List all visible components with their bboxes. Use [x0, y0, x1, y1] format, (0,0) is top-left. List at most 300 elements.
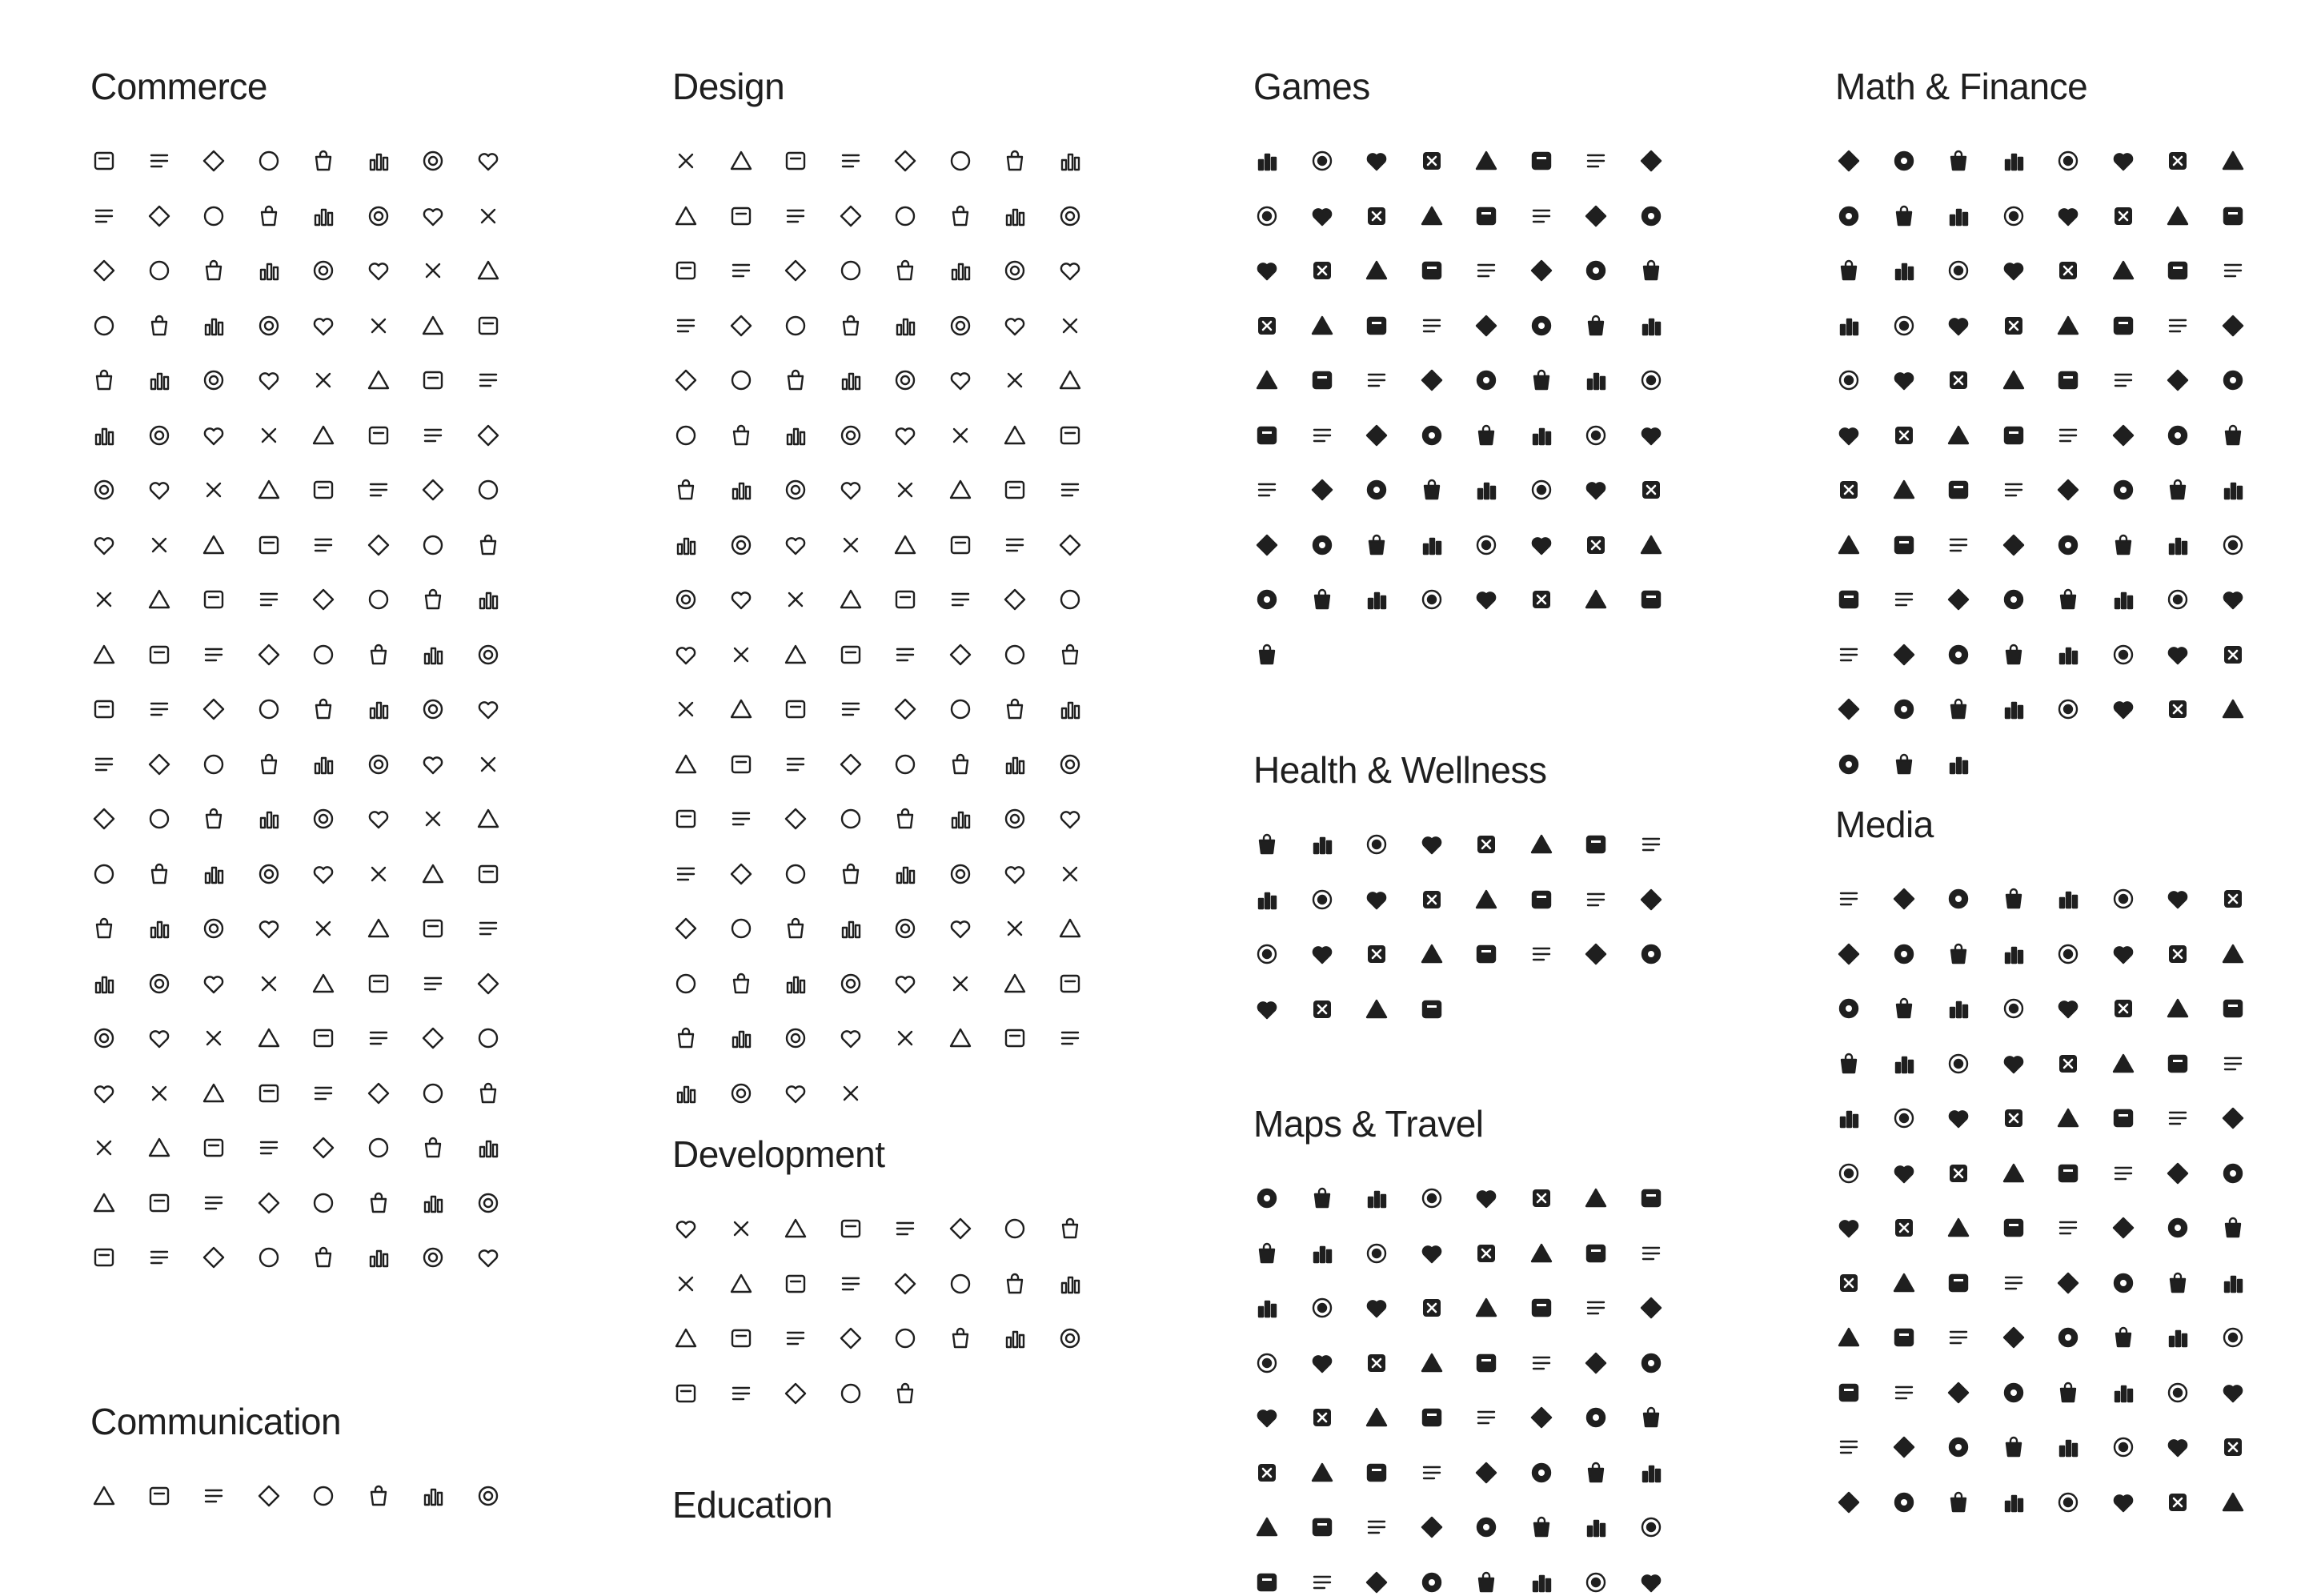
lines-icon[interactable] — [837, 1270, 864, 1297]
circle-icon[interactable] — [1528, 1459, 1555, 1486]
ring-icon[interactable] — [1309, 147, 1336, 174]
triangle-icon[interactable] — [365, 915, 392, 942]
heart-icon[interactable] — [365, 257, 392, 284]
heart-icon[interactable] — [1056, 257, 1084, 284]
circle-icon[interactable] — [1418, 1569, 1445, 1596]
triangle-icon[interactable] — [419, 860, 447, 888]
square-icon[interactable] — [1473, 1349, 1500, 1377]
ring-icon[interactable] — [837, 970, 864, 997]
square-icon[interactable] — [1309, 367, 1336, 394]
cross-icon[interactable] — [2110, 203, 2137, 230]
triangle-icon[interactable] — [672, 203, 700, 230]
heart-icon[interactable] — [892, 422, 919, 449]
lines-icon[interactable] — [782, 203, 809, 230]
cross-icon[interactable] — [1253, 312, 1281, 339]
triangle-icon[interactable] — [2219, 147, 2247, 174]
cross-icon[interactable] — [1528, 1185, 1555, 1212]
cross-icon[interactable] — [947, 970, 974, 997]
bars-icon[interactable] — [2000, 147, 2027, 174]
diamond-icon[interactable] — [892, 1270, 919, 1297]
ring-icon[interactable] — [2054, 1489, 2082, 1516]
heart-icon[interactable] — [1309, 1349, 1336, 1377]
bag-icon[interactable] — [782, 915, 809, 942]
bars-icon[interactable] — [1056, 1270, 1084, 1297]
bars-icon[interactable] — [2000, 940, 2027, 968]
triangle-icon[interactable] — [1890, 476, 1918, 503]
circle-icon[interactable] — [1945, 641, 1972, 668]
heart-icon[interactable] — [947, 915, 974, 942]
triangle-icon[interactable] — [1253, 1514, 1281, 1541]
cross-icon[interactable] — [728, 1215, 755, 1242]
bars-icon[interactable] — [728, 476, 755, 503]
circle-icon[interactable] — [947, 1270, 974, 1297]
ring-icon[interactable] — [1253, 203, 1281, 230]
heart-icon[interactable] — [475, 1244, 502, 1271]
heart-icon[interactable] — [782, 531, 809, 559]
cross-icon[interactable] — [475, 751, 502, 778]
square-icon[interactable] — [2219, 995, 2247, 1022]
triangle-icon[interactable] — [728, 696, 755, 723]
bag-icon[interactable] — [1418, 476, 1445, 503]
bars-icon[interactable] — [1056, 147, 1084, 174]
bag-icon[interactable] — [1835, 1050, 1862, 1077]
lines-icon[interactable] — [1835, 1434, 1862, 1461]
bag-icon[interactable] — [1363, 531, 1390, 559]
ring-icon[interactable] — [1056, 1325, 1084, 1352]
triangle-icon[interactable] — [672, 751, 700, 778]
circle-icon[interactable] — [1001, 641, 1028, 668]
lines-icon[interactable] — [2000, 1269, 2027, 1297]
triangle-icon[interactable] — [1309, 1459, 1336, 1486]
triangle-icon[interactable] — [672, 1325, 700, 1352]
square-icon[interactable] — [419, 915, 447, 942]
circle-icon[interactable] — [782, 860, 809, 888]
lines-icon[interactable] — [146, 696, 173, 723]
lines-icon[interactable] — [90, 751, 118, 778]
diamond-icon[interactable] — [310, 1134, 337, 1161]
cross-icon[interactable] — [1528, 586, 1555, 613]
ring-icon[interactable] — [1363, 1240, 1390, 1267]
bag-icon[interactable] — [1473, 422, 1500, 449]
ring-icon[interactable] — [1001, 805, 1028, 832]
bag-icon[interactable] — [1890, 995, 1918, 1022]
cross-icon[interactable] — [1473, 831, 1500, 858]
circle-icon[interactable] — [1418, 422, 1445, 449]
heart-icon[interactable] — [310, 312, 337, 339]
circle-icon[interactable] — [90, 312, 118, 339]
diamond-icon[interactable] — [1309, 476, 1336, 503]
circle-icon[interactable] — [1253, 1185, 1281, 1212]
square-icon[interactable] — [672, 257, 700, 284]
cross-icon[interactable] — [1418, 886, 1445, 913]
circle-icon[interactable] — [475, 476, 502, 503]
triangle-icon[interactable] — [1890, 1269, 1918, 1297]
heart-icon[interactable] — [365, 805, 392, 832]
square-icon[interactable] — [1001, 476, 1028, 503]
bars-icon[interactable] — [310, 203, 337, 230]
square-icon[interactable] — [475, 312, 502, 339]
bag-icon[interactable] — [728, 970, 755, 997]
circle-icon[interactable] — [1945, 1434, 1972, 1461]
diamond-icon[interactable] — [1835, 940, 1862, 968]
square-icon[interactable] — [728, 203, 755, 230]
bars-icon[interactable] — [2219, 1269, 2247, 1297]
circle-icon[interactable] — [146, 257, 173, 284]
ring-icon[interactable] — [1638, 367, 1665, 394]
ring-icon[interactable] — [1835, 367, 1862, 394]
diamond-icon[interactable] — [200, 1244, 227, 1271]
triangle-icon[interactable] — [310, 422, 337, 449]
ring-icon[interactable] — [947, 312, 974, 339]
bag-icon[interactable] — [947, 751, 974, 778]
circle-icon[interactable] — [892, 203, 919, 230]
triangle-icon[interactable] — [475, 257, 502, 284]
triangle-icon[interactable] — [1056, 915, 1084, 942]
lines-icon[interactable] — [728, 257, 755, 284]
cross-icon[interactable] — [2054, 257, 2082, 284]
bag-icon[interactable] — [2000, 1434, 2027, 1461]
bars-icon[interactable] — [892, 312, 919, 339]
square-icon[interactable] — [1638, 586, 1665, 613]
bag-icon[interactable] — [90, 367, 118, 394]
circle-icon[interactable] — [419, 531, 447, 559]
ring-icon[interactable] — [1638, 1514, 1665, 1541]
bag-icon[interactable] — [146, 312, 173, 339]
diamond-icon[interactable] — [892, 696, 919, 723]
heart-icon[interactable] — [1418, 1240, 1445, 1267]
heart-icon[interactable] — [1638, 1569, 1665, 1596]
circle-icon[interactable] — [2000, 1379, 2027, 1406]
lines-icon[interactable] — [1253, 476, 1281, 503]
lines-icon[interactable] — [2219, 1050, 2247, 1077]
cross-icon[interactable] — [146, 1080, 173, 1107]
triangle-icon[interactable] — [782, 1215, 809, 1242]
cross-icon[interactable] — [90, 586, 118, 613]
cross-icon[interactable] — [1418, 147, 1445, 174]
bag-icon[interactable] — [200, 257, 227, 284]
diamond-icon[interactable] — [146, 751, 173, 778]
square-icon[interactable] — [1528, 147, 1555, 174]
triangle-icon[interactable] — [2164, 203, 2191, 230]
triangle-icon[interactable] — [1363, 257, 1390, 284]
diamond-icon[interactable] — [1528, 1404, 1555, 1431]
heart-icon[interactable] — [2219, 586, 2247, 613]
cross-icon[interactable] — [1363, 940, 1390, 968]
bars-icon[interactable] — [419, 1482, 447, 1510]
diamond-icon[interactable] — [782, 257, 809, 284]
bag-icon[interactable] — [2054, 1379, 2082, 1406]
lines-icon[interactable] — [1473, 1404, 1500, 1431]
square-icon[interactable] — [2000, 1214, 2027, 1241]
heart-icon[interactable] — [475, 147, 502, 174]
lines-icon[interactable] — [1309, 1569, 1336, 1596]
heart-icon[interactable] — [2054, 995, 2082, 1022]
triangle-icon[interactable] — [1418, 940, 1445, 968]
bag-icon[interactable] — [1638, 257, 1665, 284]
diamond-icon[interactable] — [728, 860, 755, 888]
ring-icon[interactable] — [2219, 531, 2247, 559]
lines-icon[interactable] — [200, 1189, 227, 1217]
bag-icon[interactable] — [365, 641, 392, 668]
square-icon[interactable] — [1473, 940, 1500, 968]
ring-icon[interactable] — [1528, 476, 1555, 503]
lines-icon[interactable] — [1528, 940, 1555, 968]
cross-icon[interactable] — [1253, 1459, 1281, 1486]
square-icon[interactable] — [1945, 1269, 1972, 1297]
bars-icon[interactable] — [1945, 995, 1972, 1022]
lines-icon[interactable] — [892, 1215, 919, 1242]
ring-icon[interactable] — [255, 860, 283, 888]
triangle-icon[interactable] — [200, 531, 227, 559]
cross-icon[interactable] — [255, 422, 283, 449]
ring-icon[interactable] — [1890, 1105, 1918, 1132]
ring-icon[interactable] — [1945, 257, 1972, 284]
ring-icon[interactable] — [728, 531, 755, 559]
cross-icon[interactable] — [947, 422, 974, 449]
triangle-icon[interactable] — [2054, 1105, 2082, 1132]
bars-icon[interactable] — [1528, 422, 1555, 449]
bag-icon[interactable] — [1945, 1489, 1972, 1516]
cross-icon[interactable] — [728, 641, 755, 668]
square-icon[interactable] — [1253, 1569, 1281, 1596]
bag-icon[interactable] — [1835, 257, 1862, 284]
circle-icon[interactable] — [1528, 312, 1555, 339]
lines-icon[interactable] — [1890, 586, 1918, 613]
ring-icon[interactable] — [947, 860, 974, 888]
diamond-icon[interactable] — [1363, 422, 1390, 449]
diamond-icon[interactable] — [90, 257, 118, 284]
diamond-icon[interactable] — [1418, 367, 1445, 394]
ring-icon[interactable] — [1582, 422, 1609, 449]
square-icon[interactable] — [255, 531, 283, 559]
cross-icon[interactable] — [892, 1025, 919, 1052]
circle-icon[interactable] — [2000, 586, 2027, 613]
square-icon[interactable] — [1582, 1240, 1609, 1267]
diamond-icon[interactable] — [1473, 312, 1500, 339]
triangle-icon[interactable] — [90, 1189, 118, 1217]
ring-icon[interactable] — [255, 312, 283, 339]
heart-icon[interactable] — [837, 476, 864, 503]
diamond-icon[interactable] — [1363, 1569, 1390, 1596]
triangle-icon[interactable] — [947, 476, 974, 503]
lines-icon[interactable] — [146, 147, 173, 174]
bars-icon[interactable] — [1945, 203, 1972, 230]
lines-icon[interactable] — [419, 970, 447, 997]
square-icon[interactable] — [672, 1380, 700, 1407]
cross-icon[interactable] — [2000, 312, 2027, 339]
heart-icon[interactable] — [310, 860, 337, 888]
lines-icon[interactable] — [1890, 1379, 1918, 1406]
bag-icon[interactable] — [1528, 1514, 1555, 1541]
bars-icon[interactable] — [365, 1244, 392, 1271]
cross-icon[interactable] — [892, 476, 919, 503]
circle-icon[interactable] — [892, 751, 919, 778]
heart-icon[interactable] — [1945, 1105, 1972, 1132]
square-icon[interactable] — [1363, 1459, 1390, 1486]
bars-icon[interactable] — [1363, 586, 1390, 613]
ring-icon[interactable] — [1056, 203, 1084, 230]
ring-icon[interactable] — [1056, 751, 1084, 778]
square-icon[interactable] — [728, 751, 755, 778]
lines-icon[interactable] — [310, 1080, 337, 1107]
circle-icon[interactable] — [1890, 147, 1918, 174]
lines-icon[interactable] — [2054, 422, 2082, 449]
ring-icon[interactable] — [892, 915, 919, 942]
bars-icon[interactable] — [2219, 476, 2247, 503]
cross-icon[interactable] — [672, 1270, 700, 1297]
bars-icon[interactable] — [419, 1189, 447, 1217]
cross-icon[interactable] — [1945, 367, 1972, 394]
bars-icon[interactable] — [475, 586, 502, 613]
square-icon[interactable] — [782, 696, 809, 723]
triangle-icon[interactable] — [2219, 940, 2247, 968]
circle-icon[interactable] — [2054, 531, 2082, 559]
ring-icon[interactable] — [2110, 885, 2137, 912]
diamond-icon[interactable] — [947, 1215, 974, 1242]
cross-icon[interactable] — [2164, 696, 2191, 723]
diamond-icon[interactable] — [310, 586, 337, 613]
cross-icon[interactable] — [1363, 203, 1390, 230]
triangle-icon[interactable] — [2164, 995, 2191, 1022]
bag-icon[interactable] — [1528, 367, 1555, 394]
circle-icon[interactable] — [728, 915, 755, 942]
cross-icon[interactable] — [146, 531, 173, 559]
heart-icon[interactable] — [146, 1025, 173, 1052]
square-icon[interactable] — [2000, 422, 2027, 449]
triangle-icon[interactable] — [255, 1025, 283, 1052]
cross-icon[interactable] — [2219, 1434, 2247, 1461]
heart-icon[interactable] — [2110, 696, 2137, 723]
lines-icon[interactable] — [837, 696, 864, 723]
diamond-icon[interactable] — [1418, 1514, 1445, 1541]
triangle-icon[interactable] — [2000, 1160, 2027, 1187]
heart-icon[interactable] — [1835, 1214, 1862, 1241]
square-icon[interactable] — [2219, 203, 2247, 230]
bag-icon[interactable] — [365, 1482, 392, 1510]
square-icon[interactable] — [1528, 1294, 1555, 1321]
square-icon[interactable] — [475, 860, 502, 888]
cross-icon[interactable] — [475, 203, 502, 230]
ring-icon[interactable] — [2219, 1324, 2247, 1351]
bars-icon[interactable] — [2164, 1324, 2191, 1351]
ring-icon[interactable] — [2054, 696, 2082, 723]
triangle-icon[interactable] — [837, 586, 864, 613]
ring-icon[interactable] — [1363, 831, 1390, 858]
square-icon[interactable] — [892, 586, 919, 613]
cross-icon[interactable] — [1363, 1349, 1390, 1377]
lines-icon[interactable] — [1056, 476, 1084, 503]
bag-icon[interactable] — [310, 147, 337, 174]
bag-icon[interactable] — [672, 476, 700, 503]
diamond-icon[interactable] — [672, 915, 700, 942]
bag-icon[interactable] — [837, 312, 864, 339]
square-icon[interactable] — [1418, 1404, 1445, 1431]
diamond-icon[interactable] — [1890, 1434, 1918, 1461]
lines-icon[interactable] — [1056, 1025, 1084, 1052]
ring-icon[interactable] — [728, 1080, 755, 1107]
diamond-icon[interactable] — [1638, 1294, 1665, 1321]
cross-icon[interactable] — [1309, 1404, 1336, 1431]
heart-icon[interactable] — [672, 641, 700, 668]
cross-icon[interactable] — [1309, 257, 1336, 284]
bars-icon[interactable] — [146, 367, 173, 394]
triangle-icon[interactable] — [419, 312, 447, 339]
triangle-icon[interactable] — [1363, 1404, 1390, 1431]
square-icon[interactable] — [672, 805, 700, 832]
lines-icon[interactable] — [2164, 312, 2191, 339]
heart-icon[interactable] — [1473, 1185, 1500, 1212]
bars-icon[interactable] — [947, 257, 974, 284]
lines-icon[interactable] — [1582, 147, 1609, 174]
ring-icon[interactable] — [365, 751, 392, 778]
diamond-icon[interactable] — [200, 696, 227, 723]
cross-icon[interactable] — [1418, 1294, 1445, 1321]
triangle-icon[interactable] — [146, 586, 173, 613]
bars-icon[interactable] — [728, 1025, 755, 1052]
bag-icon[interactable] — [419, 1134, 447, 1161]
bars-icon[interactable] — [672, 531, 700, 559]
bag-icon[interactable] — [892, 805, 919, 832]
lines-icon[interactable] — [1418, 312, 1445, 339]
ring-icon[interactable] — [1945, 1050, 1972, 1077]
lines-icon[interactable] — [2110, 1160, 2137, 1187]
square-icon[interactable] — [2054, 1160, 2082, 1187]
cross-icon[interactable] — [2164, 940, 2191, 968]
heart-icon[interactable] — [1309, 203, 1336, 230]
diamond-icon[interactable] — [255, 641, 283, 668]
lines-icon[interactable] — [1638, 831, 1665, 858]
bars-icon[interactable] — [255, 805, 283, 832]
bars-icon[interactable] — [947, 805, 974, 832]
cross-icon[interactable] — [2219, 885, 2247, 912]
lines-icon[interactable] — [365, 476, 392, 503]
bars-icon[interactable] — [1001, 751, 1028, 778]
bag-icon[interactable] — [200, 805, 227, 832]
diamond-icon[interactable] — [1945, 586, 1972, 613]
heart-icon[interactable] — [200, 970, 227, 997]
triangle-icon[interactable] — [146, 1134, 173, 1161]
triangle-icon[interactable] — [1309, 312, 1336, 339]
triangle-icon[interactable] — [947, 1025, 974, 1052]
circle-icon[interactable] — [1890, 696, 1918, 723]
cross-icon[interactable] — [419, 805, 447, 832]
bars-icon[interactable] — [475, 1134, 502, 1161]
diamond-icon[interactable] — [1582, 940, 1609, 968]
ring-icon[interactable] — [2110, 1434, 2137, 1461]
circle-icon[interactable] — [310, 1482, 337, 1510]
square-icon[interactable] — [1945, 476, 1972, 503]
bag-icon[interactable] — [90, 915, 118, 942]
circle-icon[interactable] — [200, 203, 227, 230]
lines-icon[interactable] — [1582, 1294, 1609, 1321]
square-icon[interactable] — [2110, 312, 2137, 339]
ring-icon[interactable] — [1835, 1160, 1862, 1187]
circle-icon[interactable] — [1309, 531, 1336, 559]
bag-icon[interactable] — [1056, 641, 1084, 668]
circle-icon[interactable] — [1473, 1514, 1500, 1541]
square-icon[interactable] — [1309, 1514, 1336, 1541]
square-icon[interactable] — [1001, 1025, 1028, 1052]
bag-icon[interactable] — [1001, 147, 1028, 174]
ring-icon[interactable] — [1309, 1294, 1336, 1321]
diamond-icon[interactable] — [1835, 696, 1862, 723]
bars-icon[interactable] — [672, 1080, 700, 1107]
circle-icon[interactable] — [1001, 1215, 1028, 1242]
ring-icon[interactable] — [837, 422, 864, 449]
bars-icon[interactable] — [2110, 586, 2137, 613]
lines-icon[interactable] — [200, 1482, 227, 1510]
triangle-icon[interactable] — [2110, 1050, 2137, 1077]
